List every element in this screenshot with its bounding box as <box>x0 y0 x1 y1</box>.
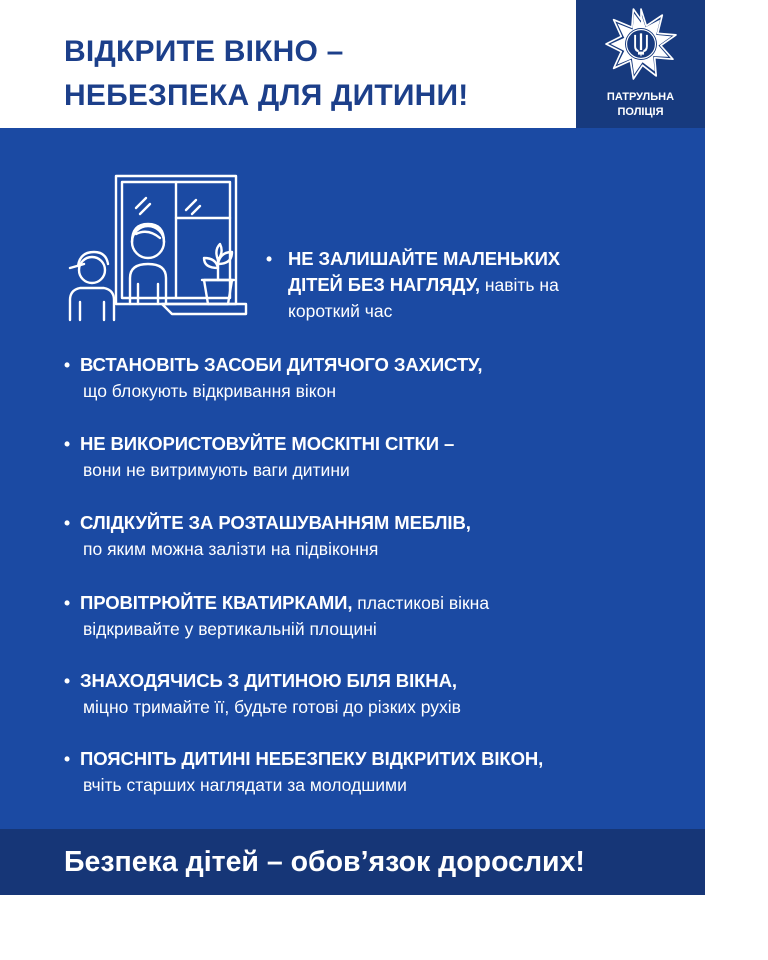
tip-bullet: • <box>64 749 71 769</box>
police-star-trident-icon <box>603 6 679 82</box>
tip-5-bold: ПРОВІТРЮЙТЕ КВАТИРКАМИ, <box>80 592 353 613</box>
safety-tip-2 <box>64 352 482 404</box>
tip-1-text-line-3: короткий час <box>288 301 393 321</box>
tip-1-bold-line-1: НЕ ЗАЛИШАЙТЕ МАЛЕНЬКИХ <box>288 248 561 269</box>
tip-5-text-line-1: пластикові вікна <box>352 593 490 613</box>
safety-tip-3 <box>64 431 454 483</box>
tip-4-bold: СЛІДКУЙТЕ ЗА РОЗТАШУВАННЯМ МЕБЛІВ, <box>80 512 471 533</box>
tip-bullet: • <box>64 355 71 375</box>
tip-6-text-line-2: міцно тримайте її, будьте готові до різких рухів <box>83 697 461 717</box>
tip-5-text-line-2: відкривайте у вертикальній площині <box>83 619 377 639</box>
title-line-2: НЕБЕЗПЕКА ДЛЯ ДИТИНИ! <box>64 79 469 112</box>
patrol-police-logo <box>576 0 705 128</box>
tip-2-bold: ВСТАНОВІТЬ ЗАСОБИ ДИТЯЧОГО ЗАХИСТУ, <box>80 354 483 375</box>
tip-1-bold-line-2: ДІТЕЙ БЕЗ НАГЛЯДУ, <box>288 274 480 295</box>
tip-bullet: • <box>64 434 71 454</box>
safety-tip-4 <box>64 510 471 562</box>
page-title <box>64 30 468 118</box>
logo-text <box>576 90 705 120</box>
tip-7-text-line-2: вчіть старших наглядати за молодшими <box>83 775 407 795</box>
footer-banner <box>0 829 705 895</box>
tip-3-bold: НЕ ВИКОРИСТОВУЙТЕ МОСКІТНІ СІТКИ – <box>80 433 455 454</box>
safety-tip-1 <box>266 246 560 324</box>
tip-4-text-line-2: по яким можна залізти на підвіконня <box>83 539 379 559</box>
tip-bullet: • <box>266 249 273 269</box>
tip-6-bold: ЗНАХОДЯЧИСЬ З ДИТИНОЮ БІЛЯ ВІКНА, <box>80 670 457 691</box>
logo-line-1: ПАТРУЛЬНА <box>606 91 675 103</box>
tip-2-text-line-2: що блокують відкривання вікон <box>83 381 337 401</box>
tip-1-text-line-2: навіть на <box>479 275 559 295</box>
tip-3-text-line-2: вони не витримують ваги дитини <box>83 460 350 480</box>
safety-tip-6 <box>64 668 461 720</box>
safety-tip-7 <box>64 746 543 798</box>
tip-7-bold: ПОЯСНІТЬ ДИТИНІ НЕБЕЗПЕКУ ВІДКРИТИХ ВІКОН, <box>80 748 544 769</box>
tip-bullet: • <box>64 593 71 613</box>
safety-tip-5 <box>64 590 489 642</box>
tip-bullet: • <box>64 513 71 533</box>
child-and-adult-at-window-icon <box>64 172 252 322</box>
footer-slogan: Безпека дітей – обов’язок дорослих! <box>64 846 585 878</box>
title-line-1: ВІДКРИТЕ ВІКНО – <box>64 35 344 68</box>
logo-line-2: ПОЛІЦІЯ <box>617 106 664 118</box>
tip-bullet: • <box>64 671 71 691</box>
header <box>0 0 705 128</box>
